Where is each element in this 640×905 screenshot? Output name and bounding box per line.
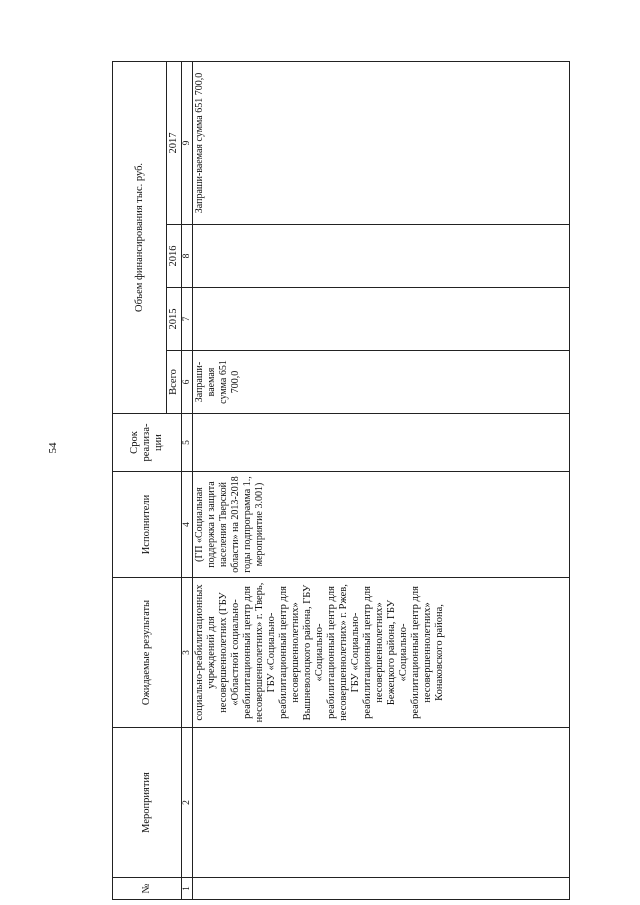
column-number: 2 — [182, 728, 193, 878]
header-results: Ожидаемые результаты — [113, 578, 182, 728]
rotated-table-container — [112, 62, 570, 900]
header-2015: 2015 — [167, 288, 182, 351]
header-2016: 2016 — [167, 225, 182, 288]
row-no — [193, 878, 570, 900]
row-2017: Запраши-ваемая сумма 651 700,0 — [193, 61, 570, 224]
page-number: 54 — [47, 442, 59, 454]
header-term: Срок реализа-ции — [113, 414, 182, 472]
column-number: 7 — [182, 288, 193, 351]
column-number: 5 — [182, 414, 193, 472]
header-total: Всего — [167, 351, 182, 414]
column-number: 6 — [182, 351, 193, 414]
row-total: Запраши-ваемая сумма 651 700,0 — [193, 351, 570, 414]
row-event — [193, 728, 570, 878]
column-number: 8 — [182, 225, 193, 288]
row-2015 — [193, 288, 570, 351]
header-executors: Исполнители — [113, 472, 182, 578]
header-events: Мероприятия — [113, 728, 182, 878]
column-number: 1 — [182, 878, 193, 900]
row-term — [193, 414, 570, 472]
header-2017: 2017 — [167, 61, 182, 224]
header-financing: Объем финансирования тыс. руб. — [113, 61, 167, 413]
row-2016 — [193, 225, 570, 288]
column-number: 9 — [182, 61, 193, 224]
column-number: 4 — [182, 472, 193, 578]
row-results: социально-реабилитационных учреждений для несовершеннолетних (ГБУ «Областной социально-реабилитационный центр для несовершеннолетних» г. Тверь, ГБУ «Социально-реабилитационный центр для несовершеннолетних» Вышневолоцкого района, ГБУ «Социально-реабилитационный центр для несовершеннолетних» г. Ржев, ГБУ «Социально-реабилитационный центр для несовершеннолетних» Бежецкого района, ГБУ «Социально-реабилитационный центр для несовершеннолетних» Конаковского района, — [193, 578, 570, 728]
column-number: 3 — [182, 578, 193, 728]
financing-table — [112, 61, 570, 900]
header-no: № — [113, 878, 182, 900]
row-executors: (ГП «Социальная поддержка и защита населения Тверской области» на 2013-2018 годы подпрограмма 1., мероприятие 3.001) — [193, 472, 570, 578]
